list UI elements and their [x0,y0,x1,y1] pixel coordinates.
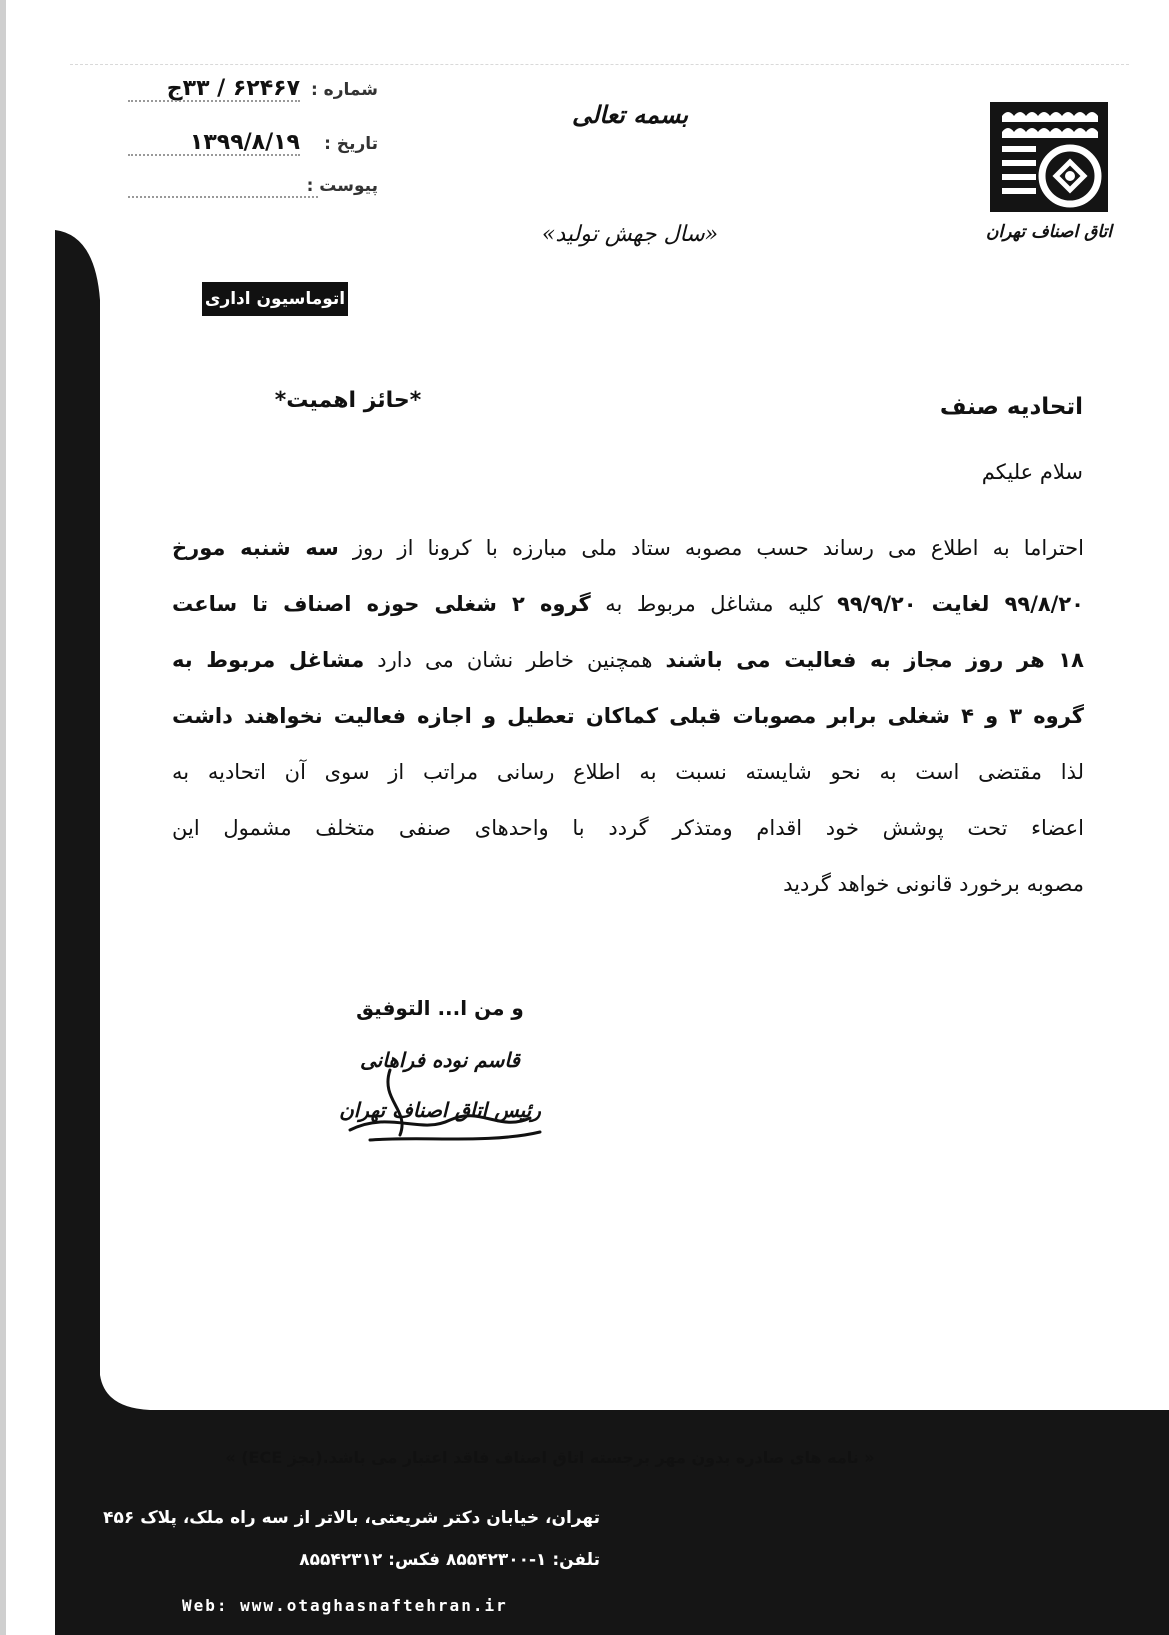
number-label: شماره : [310,80,378,100]
date-value: ۱۳۹۹/۸/۱۹ [189,130,300,155]
footer-address: تهران، خیابان دکتر شریعتی، بالاتر از سه راه ملک، پلاک ۴۵۶ [103,1508,600,1528]
signer-name: قاسم نوده فراهانی [360,1048,520,1072]
body-line-2: ۹۹/۸/۲۰ لغایت ۹۹/۹/۲۰ کلیه مشاغل مربوط به گروه ۲ شغلی حوزه اصناف تا ساعت [172,592,1084,616]
date-label: تاریخ : [324,134,378,154]
body-line-4: گروه ۳ و ۴ شغلی برابر مصوبات قبلی کماکان تعطیل و اجازه فعالیت نخواهند داشت [172,704,1084,728]
body-line-1: احتراما به اطلاع می رساند حسب مصوبه ستاد ملی مبارزه با کرونا از روز سه شنبه مورخ [172,536,1084,560]
recipient: اتحادیه صنف [939,394,1083,420]
number-value: ۶۲۴۶۷ / ۳۳ج [166,76,300,101]
body-line-7: مصوبه برخورد قانونی خواهد گردید [783,872,1084,896]
number-row [128,76,378,106]
stamp-note: « نامه های صادره بدون مهر برجسته اتاق اصناف فاقد اعتبار می باشد.(بجز ECE) » [225,1448,875,1467]
year-motto: «سال جهش تولید» [541,222,719,247]
importance-label: *حائز اهمیت* [274,388,422,413]
body-line-5: لذا مقتضی است به نحو شایسته نسبت به اطلاع رسانی مراتب از سوی آن اتحادیه به [172,760,1084,784]
handwritten-signature [330,1040,570,1150]
closing-phrase: و من ا... التوفیق [356,996,524,1020]
bismillah: بسمه تعالی [571,100,689,129]
attachment-row [128,172,378,202]
letter-body [172,520,1084,912]
body-line-6: اعضاء تحت پوشش خود اقدام ومتذکر گردد با واحدهای صنفی متخلف مشمول این [172,816,1084,840]
body-line-3: ۱۸ هر روز مجاز به فعالیت می باشند همچنین خاطر نشان می دارد مشاغل مربوط به [172,648,1084,672]
footer-website[interactable]: Web: www.otaghasnaftehran.ir [182,1596,508,1615]
greeting: سلام علیکم [981,460,1083,484]
attachment-label: پیوست : [306,176,378,196]
signer-title: رئیس اتاق اصناف تهران [339,1098,541,1122]
logo-text: اتاق اصناف تهران [986,222,1112,242]
footer-phone: تلفن: ۱-۸۵۵۴۲۳۰۰ فکس: ۸۵۵۴۲۳۱۲ [299,1550,600,1570]
date-row [128,130,378,160]
top-rule [70,64,1129,65]
automation-badge: اتوماسیون اداری [202,282,348,316]
